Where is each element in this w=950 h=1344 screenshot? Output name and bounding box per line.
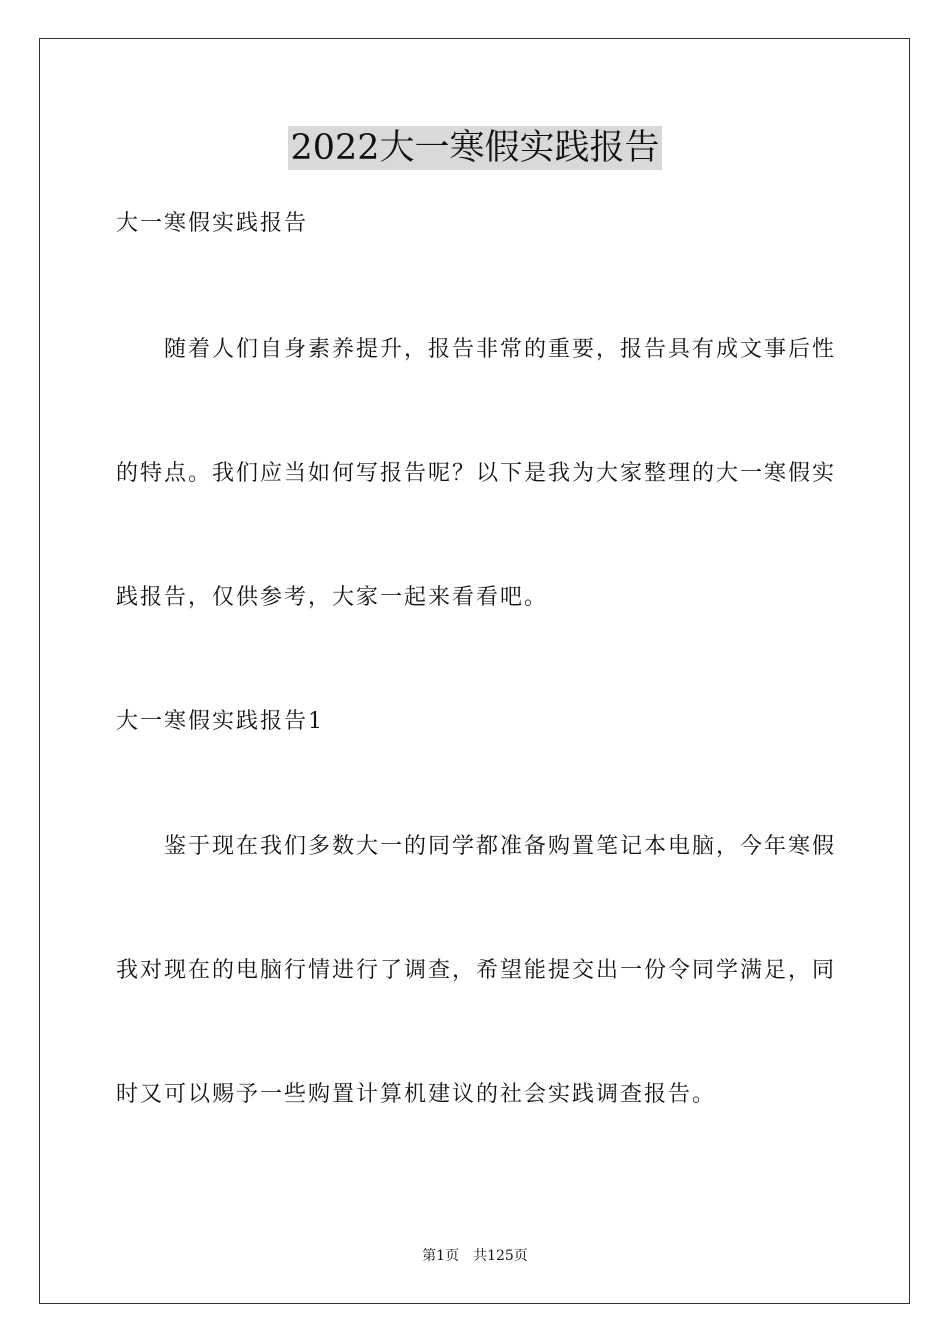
- paragraph-line: 时又可以赐予一些购置计算机建议的社会实践调查报告。: [116, 1082, 717, 1107]
- page-footer: 第1页 共125页: [422, 1248, 528, 1264]
- paragraph-line: 的特点。我们应当如何写报告呢？以下是我为大家整理的大一寒假实: [116, 461, 836, 486]
- paragraph-line: 践报告，仅供参考，大家一起来看看吧。: [116, 585, 549, 610]
- paragraph-line: 鉴于现在我们多数大一的同学都准备购置笔记本电脑，今年寒假: [164, 834, 836, 859]
- document-title: 2022大一寒假实践报告: [290, 128, 660, 168]
- paragraph-line: 随着人们自身素养提升，报告非常的重要，报告具有成文事后性: [164, 337, 836, 362]
- section-heading: 大一寒假实践报告: [116, 211, 309, 236]
- section-heading: 大一寒假实践报告1: [116, 709, 324, 734]
- title-container: [0, 126, 950, 170]
- paragraph-line: 我对现在的电脑行情进行了调查，希望能提交出一份令同学满足，同: [116, 958, 836, 983]
